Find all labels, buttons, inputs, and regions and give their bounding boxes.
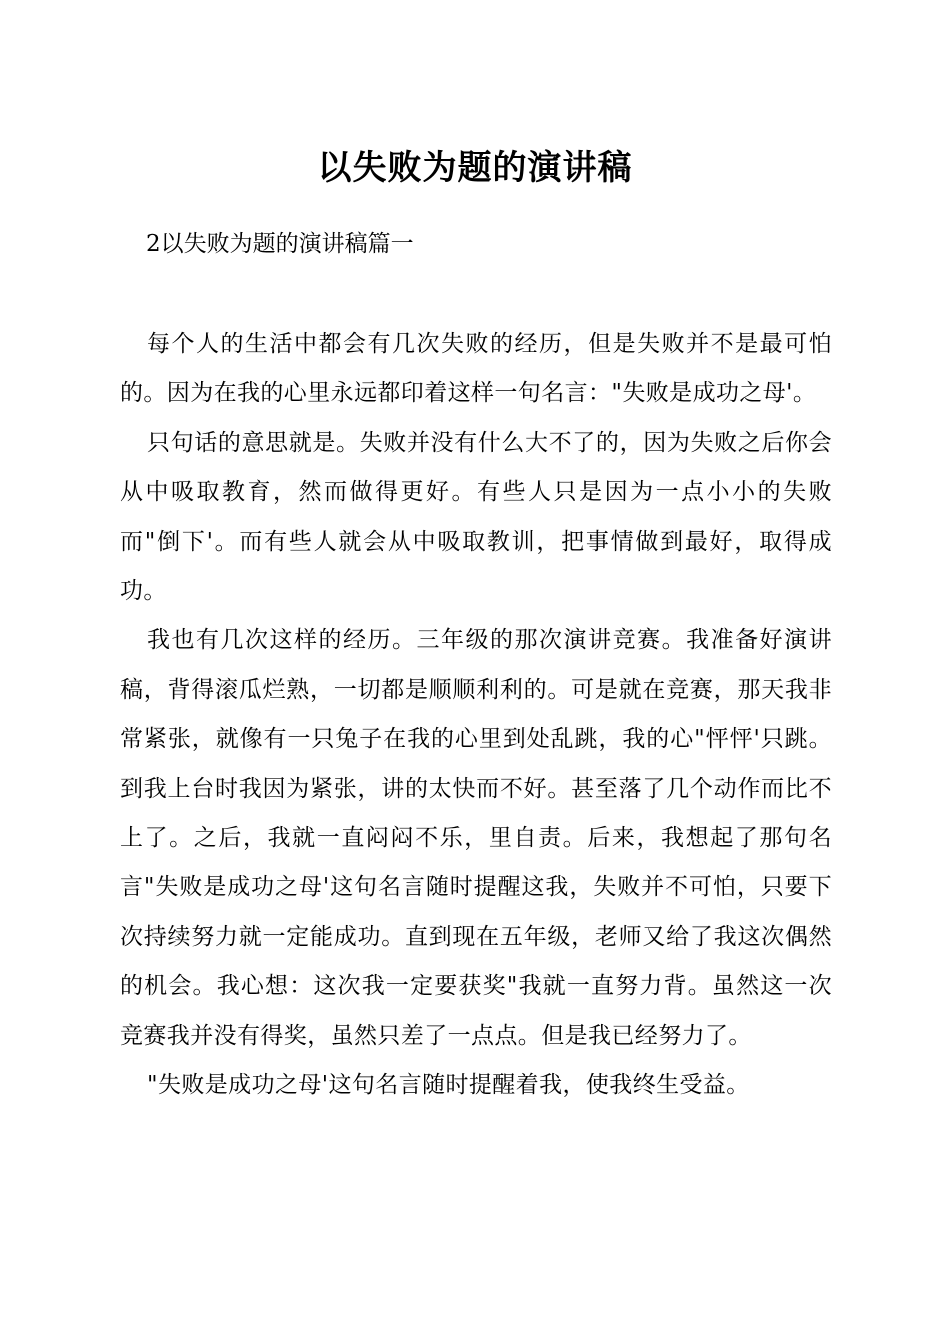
paragraph-2: 只句话的意思就是。失败并没有什么大不了的，因为失败之后你会从中吸取教育，然而做得更好。有些人只是因为一点小小的失败而"倒下'。而有些人就会从中吸取教训，把事情做到最好，取得成功。 [120, 429, 832, 605]
paragraph-3: 我也有几次这样的经历。三年级的那次演讲竞赛。我准备好演讲稿，背得滚瓜烂熟，一切都是顺顺利利的。可是就在竞赛，那天我非常紧张，就像有一只兔子在我的心里到处乱跳，我的心"怦怦'只跳。到我上台时我因为紧张，讲的太快而不好。甚至落了几个动作而比不上了。之后，我就一直闷闷不乐，里自责。后来，我想起了那句名言"失败是成功之母'这句名言随时提醒这我，失败并不可怕，只要下次持续努力就一定能成功。直到现在五年级，老师又给了我这次偶然的机会。我心想：这次我一定要获奖"我就一直努力背。虽然这一次竞赛我并没有得奖，虽然只差了一点点。但是我已经努力了。 [120, 627, 832, 1049]
document-title: 以失败为题的演讲稿 [317, 148, 633, 188]
document-body [120, 320, 832, 1111]
paragraph-1: 每个人的生活中都会有几次失败的经历，但是失败并不是最可怕的。因为在我的心里永远都印着这样一句名言："失败是成功之母'。 [120, 331, 832, 407]
document-subtitle: 2以失败为题的演讲稿篇一 [146, 231, 414, 257]
paragraph-4: "失败是成功之母'这句名言随时提醒着我，使我终生受益。 [147, 1072, 750, 1099]
